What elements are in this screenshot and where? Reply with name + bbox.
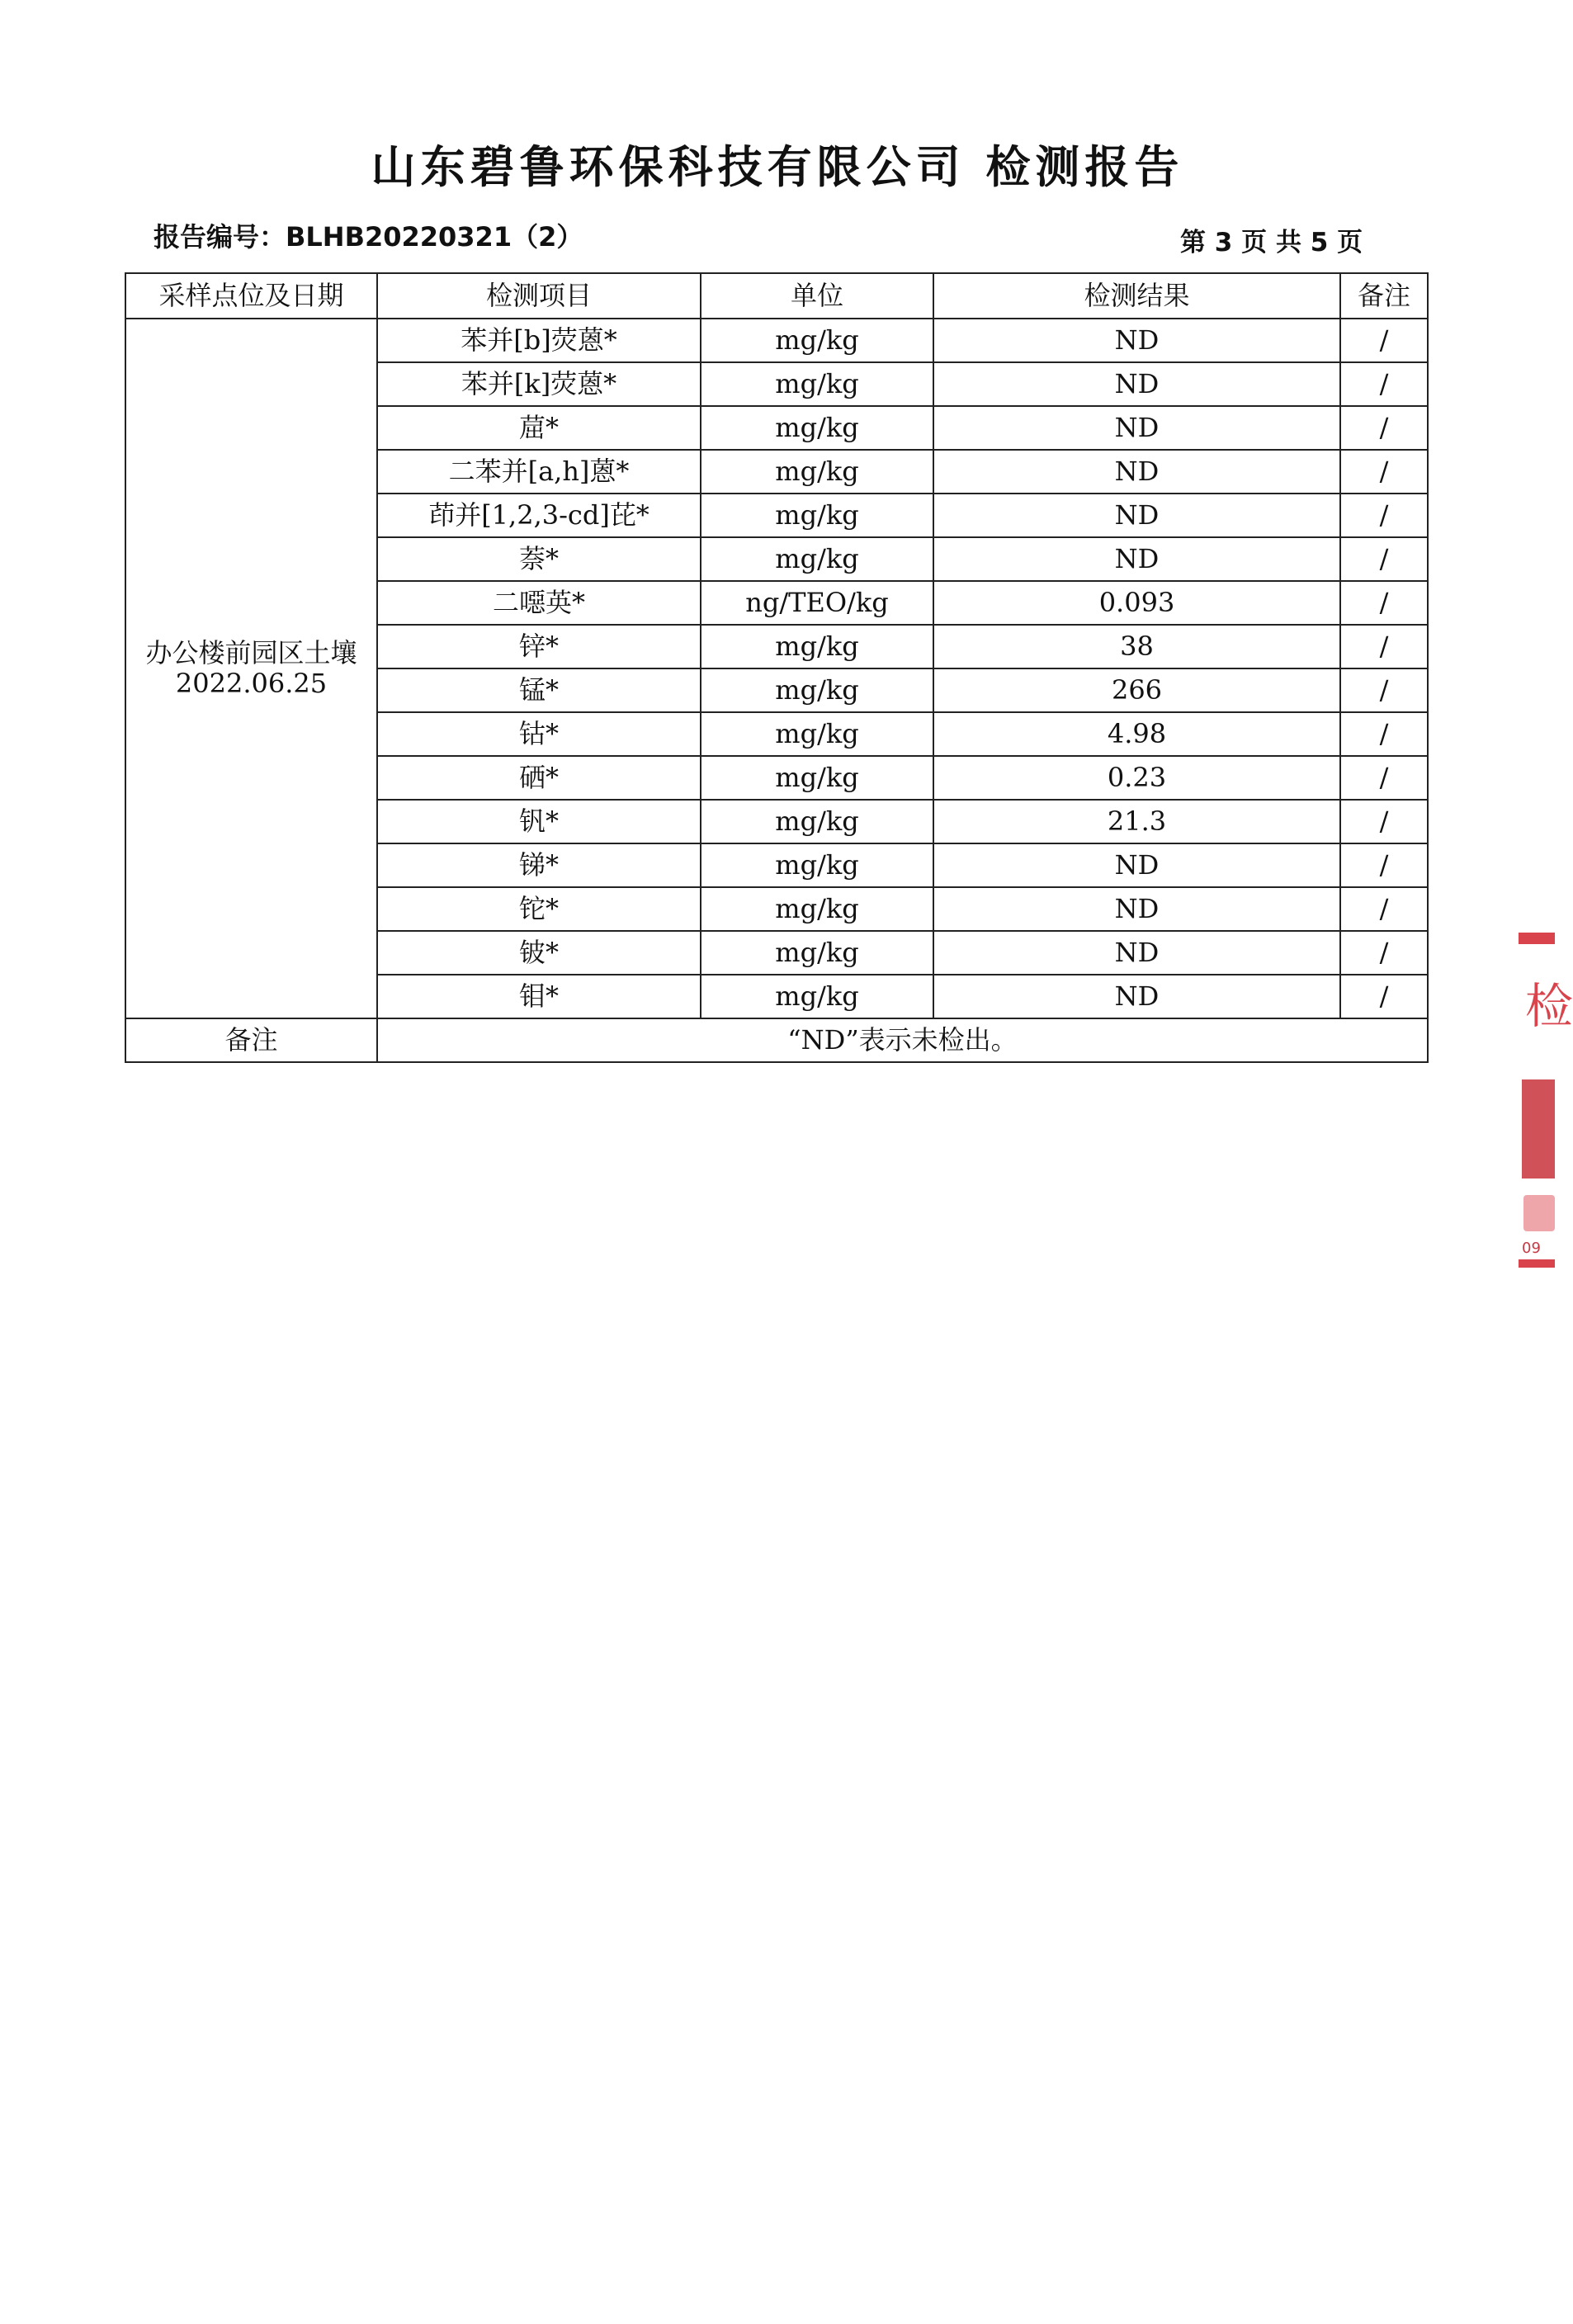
- test-item-cell: 萘*: [377, 537, 701, 581]
- test-item-cell: 茚并[1,2,3-cd]芘*: [377, 494, 701, 537]
- report-number: 报告编号：BLHB20220321（2）: [154, 221, 583, 253]
- result-cell: ND: [933, 975, 1340, 1018]
- remark-cell: /: [1340, 581, 1428, 625]
- result-cell: ND: [933, 362, 1340, 406]
- test-item-cell: 二苯并[a,h]蒽*: [377, 450, 701, 494]
- unit-cell: mg/kg: [701, 494, 933, 537]
- result-cell: ND: [933, 931, 1340, 975]
- remark-cell: /: [1340, 494, 1428, 537]
- test-item-cell: 苯并[k]荧蒽*: [377, 362, 701, 406]
- unit-cell: mg/kg: [701, 406, 933, 450]
- remark-cell: /: [1340, 931, 1428, 975]
- test-item-cell: 钒*: [377, 800, 701, 843]
- test-item-cell: 锌*: [377, 625, 701, 668]
- sampling-site-cell: [125, 319, 377, 1018]
- table-row: [125, 319, 1428, 362]
- unit-cell: mg/kg: [701, 668, 933, 712]
- column-header: 检测结果: [933, 273, 1340, 319]
- column-header: 单位: [701, 273, 933, 319]
- test-item-cell: 钴*: [377, 712, 701, 756]
- report-title: 山东碧鲁环保科技有限公司 检测报告: [371, 141, 1184, 193]
- remark-cell: /: [1340, 625, 1428, 668]
- result-cell: 0.093: [933, 581, 1340, 625]
- unit-cell: mg/kg: [701, 975, 933, 1018]
- remark-cell: /: [1340, 800, 1428, 843]
- test-item-cell: 硒*: [377, 756, 701, 800]
- unit-cell: ng/TEO/kg: [701, 581, 933, 625]
- results-table: [125, 272, 1429, 1063]
- result-cell: ND: [933, 319, 1340, 362]
- page-info: 第 3 页 共 5 页: [1180, 228, 1363, 257]
- result-cell: ND: [933, 537, 1340, 581]
- result-cell: ND: [933, 843, 1340, 887]
- remark-cell: /: [1340, 319, 1428, 362]
- sampling-date: 2022.06.25: [175, 668, 328, 699]
- test-item-cell: 苯并[b]荧蒽*: [377, 319, 701, 362]
- table-header-row: [125, 273, 1428, 319]
- column-header: 采样点位及日期: [125, 273, 377, 319]
- unit-cell: mg/kg: [701, 450, 933, 494]
- result-cell: 4.98: [933, 712, 1340, 756]
- remark-cell: /: [1340, 406, 1428, 450]
- result-cell: 21.3: [933, 800, 1340, 843]
- note-label: 备注: [125, 1018, 377, 1062]
- unit-cell: mg/kg: [701, 362, 933, 406]
- result-cell: 0.23: [933, 756, 1340, 800]
- remark-cell: /: [1340, 843, 1428, 887]
- test-item-cell: 钼*: [377, 975, 701, 1018]
- remark-cell: /: [1340, 668, 1428, 712]
- remark-cell: /: [1340, 537, 1428, 581]
- result-cell: ND: [933, 494, 1340, 537]
- unit-cell: mg/kg: [701, 756, 933, 800]
- test-item-cell: 锰*: [377, 668, 701, 712]
- sampling-site: 办公楼前园区土壤: [145, 637, 357, 669]
- unit-cell: mg/kg: [701, 800, 933, 843]
- unit-cell: mg/kg: [701, 712, 933, 756]
- test-item-cell: 铊*: [377, 887, 701, 931]
- unit-cell: mg/kg: [701, 537, 933, 581]
- result-cell: ND: [933, 406, 1340, 450]
- unit-cell: mg/kg: [701, 931, 933, 975]
- column-header: 检测项目: [377, 273, 701, 319]
- remark-cell: /: [1340, 450, 1428, 494]
- remark-cell: /: [1340, 712, 1428, 756]
- result-cell: 266: [933, 668, 1340, 712]
- note-row: [125, 1018, 1428, 1062]
- remark-cell: /: [1340, 362, 1428, 406]
- test-item-cell: 锑*: [377, 843, 701, 887]
- result-cell: 38: [933, 625, 1340, 668]
- note-text: “ND”表示未检出。: [377, 1018, 1428, 1062]
- test-item-cell: 铍*: [377, 931, 701, 975]
- result-cell: ND: [933, 450, 1340, 494]
- unit-cell: mg/kg: [701, 625, 933, 668]
- unit-cell: mg/kg: [701, 319, 933, 362]
- result-cell: ND: [933, 887, 1340, 931]
- test-item-cell: 二噁英*: [377, 581, 701, 625]
- remark-cell: /: [1340, 975, 1428, 1018]
- remark-cell: /: [1340, 756, 1428, 800]
- unit-cell: mg/kg: [701, 843, 933, 887]
- column-header: 备注: [1340, 273, 1428, 319]
- seal-stamp: 检 09: [1519, 933, 1555, 1271]
- remark-cell: /: [1340, 887, 1428, 931]
- test-item-cell: 䓛*: [377, 406, 701, 450]
- unit-cell: mg/kg: [701, 887, 933, 931]
